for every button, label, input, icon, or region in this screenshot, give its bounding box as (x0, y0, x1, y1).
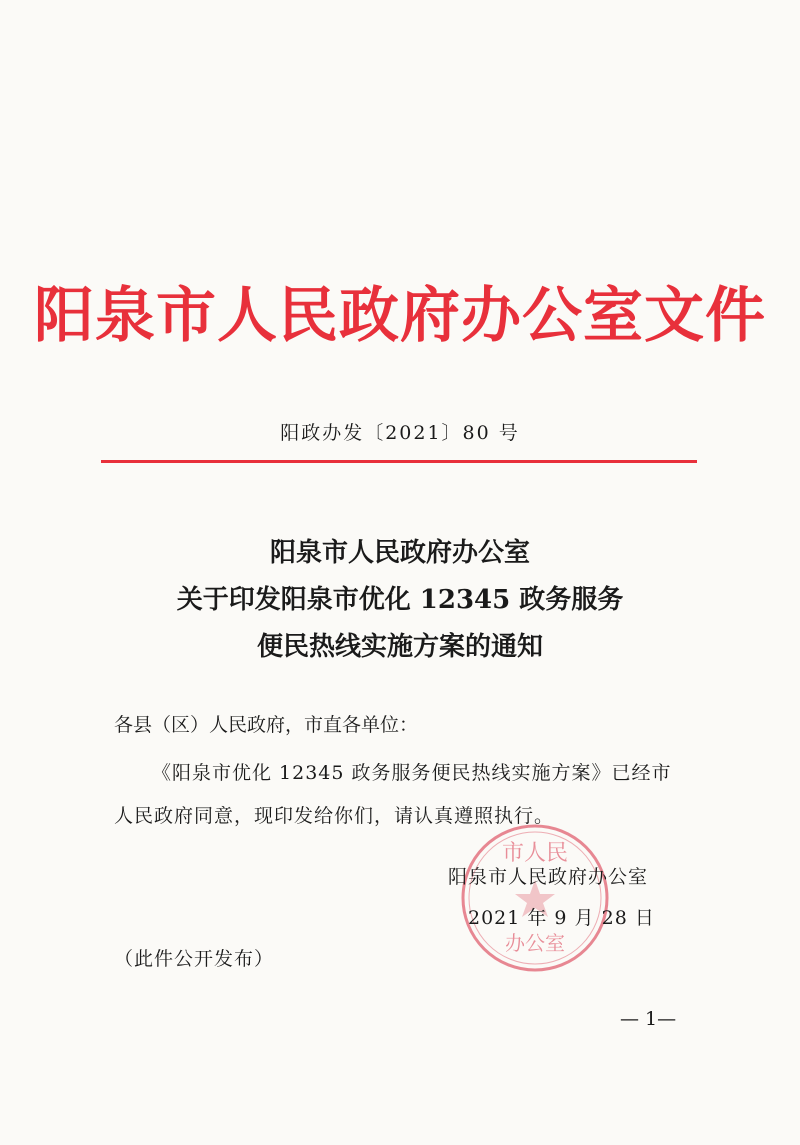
official-seal-icon (455, 818, 615, 978)
document-number: 阳政办发〔2021〕80 号 (280, 422, 520, 444)
publication-note: （此件公开发布） (114, 948, 275, 970)
masthead-title: 阳泉市人民政府办公室文件 (34, 281, 766, 351)
issue-date: 2021 年 9 月 28 日 (468, 907, 655, 929)
title-line-1: 阳泉市人民政府办公室 (269, 538, 530, 568)
page-number: — 1— (620, 1008, 677, 1030)
salutation: 各县（区）人民政府，市直各单位： (114, 714, 419, 736)
title-line-3: 便民热线实施方案的通知 (256, 632, 543, 662)
seal-top-text: 市人民 (501, 841, 569, 866)
red-divider-line (101, 460, 697, 463)
seal-bottom-text: 办公室 (505, 931, 565, 955)
issuer-signature: 阳泉市人民政府办公室 (448, 866, 649, 888)
body-paragraph: 《阳泉市优化 12345 政务服务便民热线实施方案》已经市人民政府同意，现印发给你们，请认真遵照执行。 (114, 762, 672, 827)
title-line-2: 关于印发阳泉市优化 12345 政务服务 (176, 585, 624, 615)
notice-title (0, 530, 800, 671)
